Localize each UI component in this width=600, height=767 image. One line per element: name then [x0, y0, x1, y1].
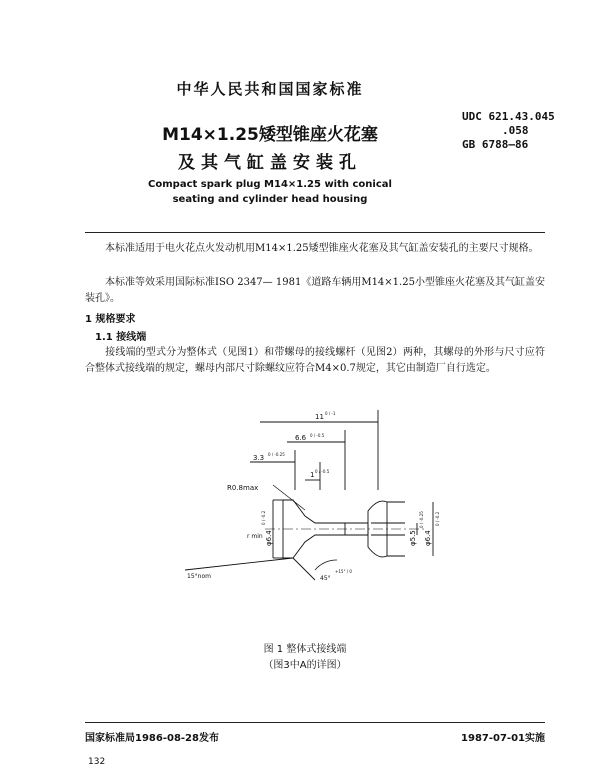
figure-caption: 图 1 整体式接线端 [263, 644, 347, 655]
header-rule [85, 232, 545, 233]
paragraph-scope [85, 241, 545, 257]
angle-15-label: 15°nom [187, 573, 211, 580]
standard-name: 中华人民共和国国家标准 [176, 80, 364, 98]
dim-11-label: 11 [315, 413, 324, 421]
dim-phi-6-4-left-tolerance: 0 / -0.2 [261, 510, 266, 525]
footer-rule [85, 722, 545, 723]
section-heading-1-1: 1.1 接线端 [95, 332, 147, 343]
angle-45-label: 45° [320, 575, 331, 582]
radius-label: R0.8max [227, 484, 259, 492]
angle-45-tolerance: +15° / 0 [335, 569, 352, 574]
dim-3-3-label: 3.3 [253, 454, 265, 462]
title-chinese-line-1: M14×1.25矮型锥座火花塞 [162, 125, 378, 145]
effective-date: 1987-07-01实施 [461, 733, 545, 744]
dim-6-6-tolerance: 0 / -0.5 [310, 433, 325, 438]
title-english [0, 177, 540, 207]
title-english-line-2: seating and cylinder head housing [172, 194, 368, 205]
dim-phi-6-4-left-label: φ6.4 [265, 530, 273, 546]
issue-date: 国家标准局1986-08-28发布 [85, 733, 219, 744]
dim-phi-6-4-right-tolerance: 0 / -0.2 [435, 511, 440, 526]
dim-6-6-label: 6.6 [295, 434, 307, 442]
udc-line-1: UDC 621.43.045 [462, 110, 555, 123]
paragraph-terminal [85, 345, 545, 377]
section-heading-1: 1 规格要求 [85, 314, 136, 325]
dim-11-tolerance: 0 / -1 [325, 411, 336, 416]
dim-phi-6-4-right-label: φ6.4 [424, 530, 432, 546]
dim-1-label: 1 [310, 471, 315, 479]
paragraph-scope-text: 本标准适用于电火花点火发动机用M14×1.25矮型锥座火花塞及其气缸盖安装孔的主要尺寸规格。 [105, 243, 539, 254]
udc-line-2: .058 [502, 124, 529, 137]
title-english-line-1: Compact spark plug M14×1.25 with conical [148, 179, 392, 190]
paragraph-terminal-text: 接线端的型式分为整体式（见图1）和带螺母的接线螺杆（见图2）两种，其螺母的外形与尺寸应符合整体式接线端的规定，螺母内部尺寸除螺纹应符合M4×0.7规定，其它由制造厂自行选定。 [85, 347, 545, 374]
paragraph-equivalence-text: 本标准等效采用国际标准ISO 2347— 1981《道路车辆用M14×1.25小型锥座火花塞及其气缸盖安装孔》。 [85, 277, 545, 304]
gb-number: GB 6788—86 [462, 138, 529, 151]
dim-3-3-tolerance: 0 / -0.25 [268, 452, 285, 457]
paragraph-equivalence [85, 275, 545, 307]
dim-1-tolerance: 0 / -0.5 [315, 469, 330, 474]
terminal-drawing [165, 410, 465, 620]
label-r-min: r min [247, 533, 263, 540]
cone-line [185, 558, 293, 570]
figure-caption-detail: （图3中A的详图） [263, 660, 347, 671]
page-number: 132 [88, 757, 106, 767]
dim-phi-5-5-tolerance: 0 / -0.25 [419, 511, 424, 528]
title-chinese-line-2: 及其气缸盖安装孔 [178, 153, 362, 173]
dim-phi-5-5-label: φ5.5 [409, 530, 417, 546]
